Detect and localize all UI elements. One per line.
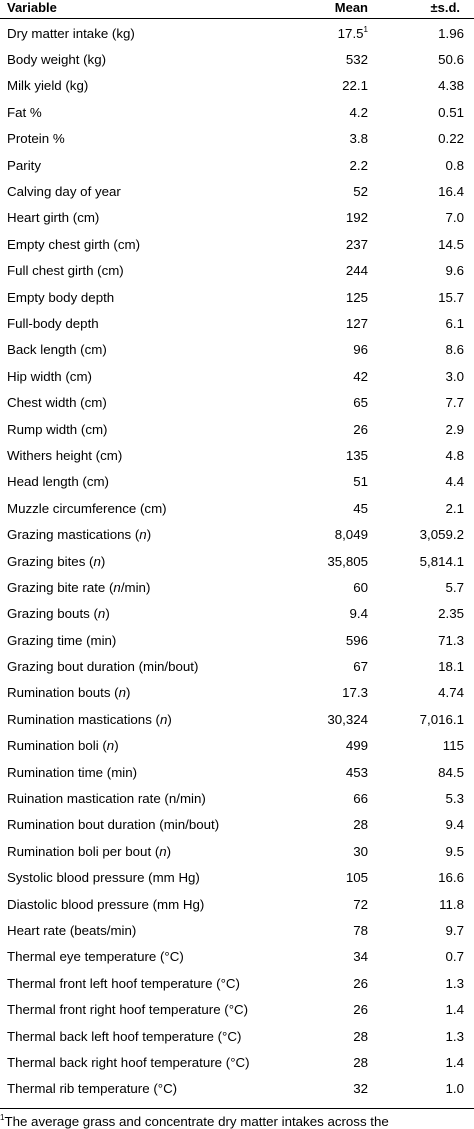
variable-label: Dry matter intake (kg) — [7, 25, 135, 41]
variable-label-italic: n — [118, 685, 127, 701]
sd-value: 9.4 — [445, 817, 464, 833]
sd-value: 7,016.1 — [419, 711, 464, 727]
mean-cell — [300, 73, 380, 99]
variable-cell — [0, 812, 300, 838]
sd-value: 1.4 — [445, 1002, 464, 1018]
table-header — [0, 0, 474, 20]
mean-cell — [300, 495, 380, 521]
sd-value: 14.5 — [438, 236, 464, 252]
footnote-marker: 1 — [0, 1114, 5, 1122]
table-row — [0, 812, 474, 838]
sd-value: 5.3 — [445, 791, 464, 807]
sd-value: 9.7 — [445, 922, 464, 938]
variable-label: Protein % — [7, 131, 65, 147]
variable-label: Muzzle circumference (cm) — [7, 500, 167, 516]
variable-cell — [0, 733, 300, 759]
mean-cell — [300, 205, 380, 231]
variable-label: Thermal back left hoof temperature (°C) — [7, 1028, 242, 1044]
table-row — [0, 601, 474, 627]
mean-cell — [300, 178, 380, 204]
sd-value: 16.6 — [438, 870, 464, 886]
mean-cell — [300, 337, 380, 363]
variable-label: Grazing bites ( — [7, 553, 94, 569]
variable-cell — [0, 20, 300, 46]
sd-value: 0.7 — [445, 949, 464, 965]
sd-value: 0.22 — [438, 131, 464, 147]
mean-value: 105 — [345, 870, 368, 886]
sd-value: 3.0 — [445, 368, 464, 384]
variable-cell — [0, 310, 300, 336]
variable-label: Back length (cm) — [7, 342, 107, 358]
variable-label-suffix: ) — [114, 738, 119, 754]
variable-label: Empty chest girth (cm) — [7, 236, 140, 252]
variable-label: Hip width (cm) — [7, 368, 92, 384]
mean-value: 30,324 — [327, 711, 368, 727]
variable-cell — [0, 521, 300, 547]
table-row — [0, 363, 474, 389]
mean-value: 34 — [353, 949, 368, 965]
table-row — [0, 759, 474, 785]
sd-value: 4.38 — [438, 78, 464, 94]
variable-cell — [0, 759, 300, 785]
sd-value: 2.1 — [445, 500, 464, 516]
variable-label: Heart rate (beats/min) — [7, 922, 137, 938]
variable-cell — [0, 601, 300, 627]
variable-label: Head length (cm) — [7, 474, 109, 490]
mean-value: 26 — [353, 421, 368, 437]
sd-value: 2.9 — [445, 421, 464, 437]
mean-cell — [300, 152, 380, 178]
variable-label: Heart girth (cm) — [7, 210, 100, 226]
variable-label-suffix: ) — [146, 527, 152, 543]
mean-cell — [300, 733, 380, 759]
variable-label: Rumination boli per bout ( — [7, 843, 160, 859]
variable-label: Full chest girth (cm) — [7, 263, 124, 279]
mean-cell — [300, 653, 380, 679]
variable-cell — [0, 574, 300, 600]
mean-value: 127 — [345, 315, 368, 331]
mean-value: 4.2 — [349, 104, 368, 120]
sd-value: 6.1 — [445, 315, 464, 331]
variable-label: Full-body depth — [7, 315, 99, 331]
table-row — [0, 733, 474, 759]
variable-cell — [0, 126, 300, 152]
variable-cell — [0, 627, 300, 653]
mean-cell — [300, 759, 380, 785]
variable-label: Rumination bout duration (min/bout) — [7, 817, 220, 833]
sd-value: 115 — [442, 738, 464, 754]
mean-cell — [300, 46, 380, 72]
table-row — [0, 838, 474, 864]
mean-cell — [300, 944, 380, 970]
table-row — [0, 416, 474, 442]
mean-cell — [300, 838, 380, 864]
variable-label: Rump width (cm) — [7, 421, 108, 437]
table-row — [0, 495, 474, 521]
variable-cell — [0, 178, 300, 204]
mean-cell — [300, 99, 380, 125]
variable-cell — [0, 944, 300, 970]
mean-cell — [300, 416, 380, 442]
sd-value: 8.6 — [445, 342, 464, 358]
sd-value: 7.0 — [445, 210, 464, 226]
footnote-text: The average grass and concentrate dry matter intakes across the — [4, 1114, 389, 1129]
mean-cell — [300, 706, 380, 732]
mean-value: 32 — [353, 1081, 368, 1097]
sd-value: 2.35 — [438, 606, 464, 622]
variable-cell — [0, 416, 300, 442]
mean-value: 532 — [345, 52, 368, 68]
variable-label-italic: n — [159, 843, 167, 859]
mean-value: 66 — [353, 791, 368, 807]
variable-label-italic: n — [113, 579, 121, 595]
mean-cell — [300, 20, 380, 46]
table-row — [0, 917, 474, 943]
table-row — [0, 99, 474, 125]
table-bottom-rule — [0, 1108, 474, 1109]
variable-label-suffix: /min) — [120, 579, 151, 595]
mean-value: 453 — [345, 764, 368, 780]
header-mean: Mean — [334, 0, 368, 15]
variable-label: Empty body depth — [7, 289, 115, 305]
variable-cell — [0, 73, 300, 99]
variable-cell — [0, 363, 300, 389]
mean-value: 51 — [353, 474, 368, 490]
mean-value: 192 — [345, 210, 368, 226]
sd-value: 0.51 — [438, 104, 464, 120]
table-footnote — [0, 1114, 474, 1129]
mean-value: 65 — [353, 395, 368, 411]
mean-cell — [300, 601, 380, 627]
mean-cell — [300, 363, 380, 389]
variable-cell — [0, 337, 300, 363]
mean-value: 28 — [353, 1028, 368, 1044]
variable-label-italic: n — [93, 553, 101, 569]
variable-cell — [0, 258, 300, 284]
mean-value: 17.5 — [337, 25, 364, 41]
variable-label-italic: n — [106, 738, 115, 754]
variable-label: Grazing bouts ( — [7, 606, 98, 622]
header-sd: ±s.d. — [430, 0, 460, 15]
sd-value: 9.6 — [445, 263, 464, 279]
mean-value: 28 — [353, 817, 368, 833]
sd-value: 4.4 — [445, 474, 464, 490]
table-row — [0, 389, 474, 415]
variable-label: Rumination boli ( — [7, 738, 107, 754]
table-row — [0, 944, 474, 970]
variable-label: Withers height (cm) — [7, 447, 123, 463]
table-row — [0, 785, 474, 811]
table-row — [0, 310, 474, 336]
variable-label: Body weight (kg) — [7, 52, 107, 68]
table-row — [0, 337, 474, 363]
sd-value: 84.5 — [438, 764, 464, 780]
table-row — [0, 627, 474, 653]
table-row — [0, 891, 474, 917]
sd-value: 1.3 — [445, 1028, 464, 1044]
mean-cell — [300, 680, 380, 706]
sd-value: 9.5 — [445, 843, 464, 859]
table-row — [0, 574, 474, 600]
table-row — [0, 521, 474, 547]
variable-cell — [0, 99, 300, 125]
table-row — [0, 469, 474, 495]
mean-value: 125 — [345, 289, 368, 305]
variable-label: Calving day of year — [7, 184, 121, 200]
variable-label: Grazing mastications ( — [7, 527, 140, 543]
variable-label-italic: n — [97, 606, 106, 622]
mean-cell — [300, 1076, 380, 1102]
mean-value: 78 — [353, 922, 368, 938]
variable-cell — [0, 284, 300, 310]
sd-value: 4.8 — [445, 447, 464, 463]
mean-value: 9.4 — [349, 606, 368, 622]
sd-value: 5.7 — [445, 579, 464, 595]
mean-cell — [300, 231, 380, 257]
mean-value: 67 — [353, 659, 368, 675]
sd-value: 1.96 — [438, 25, 464, 41]
mean-value: 244 — [345, 263, 368, 279]
table-row — [0, 1023, 474, 1049]
variable-label: Ruination mastication rate (n/min) — [7, 791, 206, 807]
variable-cell — [0, 996, 300, 1022]
sd-value: 16.4 — [438, 184, 464, 200]
mean-cell — [300, 548, 380, 574]
table-row — [0, 205, 474, 231]
table-row — [0, 178, 474, 204]
sd-value: 7.7 — [445, 395, 464, 411]
variable-cell — [0, 46, 300, 72]
variable-cell — [0, 231, 300, 257]
sd-value: 18.1 — [438, 659, 464, 675]
mean-value: 28 — [353, 1054, 368, 1070]
mean-cell — [300, 310, 380, 336]
variable-cell — [0, 205, 300, 231]
header-row — [0, 0, 474, 20]
mean-cell — [300, 442, 380, 468]
mean-value: 2.2 — [349, 157, 368, 173]
table-row — [0, 865, 474, 891]
mean-value: 72 — [353, 896, 368, 912]
variable-label-suffix: ) — [167, 711, 172, 727]
variable-label: Grazing time (min) — [7, 632, 117, 648]
table-row — [0, 231, 474, 257]
header-variable: Variable — [7, 0, 57, 15]
table-row — [0, 20, 474, 46]
variable-cell — [0, 1049, 300, 1075]
table-row — [0, 653, 474, 679]
variable-cell — [0, 152, 300, 178]
sd-value: 50.6 — [438, 52, 464, 68]
variable-cell — [0, 548, 300, 574]
table-row — [0, 1076, 474, 1102]
variable-label: Parity — [7, 157, 41, 173]
sd-value: 1.0 — [445, 1081, 464, 1097]
variable-cell — [0, 785, 300, 811]
sd-value: 0.8 — [445, 157, 464, 173]
table-row — [0, 442, 474, 468]
sd-value: 11.8 — [439, 896, 464, 912]
table-row — [0, 258, 474, 284]
variable-label: Rumination bouts ( — [7, 685, 119, 701]
variable-cell — [0, 653, 300, 679]
variable-cell — [0, 495, 300, 521]
mean-cell — [300, 1023, 380, 1049]
variable-cell — [0, 891, 300, 917]
mean-value: 35,805 — [327, 553, 368, 569]
mean-value: 42 — [353, 368, 368, 384]
mean-value: 26 — [353, 975, 368, 991]
variable-label-suffix: ) — [166, 843, 172, 859]
variable-cell — [0, 865, 300, 891]
mean-value: 26 — [353, 1002, 368, 1018]
mean-value: 22.1 — [342, 78, 368, 94]
table-row — [0, 152, 474, 178]
variable-label: Diastolic blood pressure (mm Hg) — [7, 896, 205, 912]
table-row — [0, 46, 474, 72]
variable-cell — [0, 680, 300, 706]
sd-value: 5,814.1 — [419, 553, 464, 569]
mean-value: 596 — [345, 632, 368, 648]
variable-cell — [0, 389, 300, 415]
mean-value: 8,049 — [334, 527, 368, 543]
mean-cell — [300, 469, 380, 495]
mean-value: 237 — [345, 236, 368, 252]
mean-value: 96 — [353, 342, 368, 358]
variable-label-suffix: ) — [105, 606, 110, 622]
variable-label-italic: n — [159, 711, 168, 727]
variable-label: Grazing bite rate ( — [7, 579, 114, 595]
table-row — [0, 996, 474, 1022]
variable-cell — [0, 469, 300, 495]
mean-value: 60 — [353, 579, 368, 595]
table-row — [0, 126, 474, 152]
mean-cell — [300, 284, 380, 310]
mean-cell — [300, 812, 380, 838]
table-row — [0, 284, 474, 310]
mean-cell — [300, 389, 380, 415]
variable-label: Milk yield (kg) — [7, 78, 89, 94]
variable-label: Systolic blood pressure (mm Hg) — [7, 870, 200, 886]
variable-label: Thermal front left hoof temperature (°C) — [7, 975, 240, 991]
table-row — [0, 73, 474, 99]
mean-value: 499 — [345, 738, 368, 754]
variable-label: Fat % — [7, 104, 42, 120]
table-row — [0, 548, 474, 574]
mean-cell — [300, 126, 380, 152]
variable-label: Rumination mastications ( — [7, 711, 160, 727]
table-row — [0, 970, 474, 996]
variable-label: Chest width (cm) — [7, 395, 107, 411]
variable-label: Grazing bout duration (min/bout) — [7, 659, 199, 675]
variable-cell — [0, 1023, 300, 1049]
mean-cell — [300, 970, 380, 996]
variable-label-suffix: ) — [126, 685, 131, 701]
sd-value: 15.7 — [438, 289, 464, 305]
variable-cell — [0, 970, 300, 996]
variable-cell — [0, 838, 300, 864]
mean-value: 17.3 — [342, 685, 368, 701]
variable-label-italic: n — [139, 527, 147, 543]
variable-label: Thermal rib temperature (°C) — [7, 1081, 178, 1097]
variable-label: Thermal back right hoof temperature (°C) — [7, 1054, 250, 1070]
variable-label: Rumination time (min) — [7, 764, 138, 780]
mean-footnote-marker: 1 — [363, 24, 368, 34]
mean-value: 52 — [353, 184, 368, 200]
mean-value: 30 — [353, 843, 368, 859]
mean-cell — [300, 891, 380, 917]
mean-cell — [300, 917, 380, 943]
mean-cell — [300, 865, 380, 891]
mean-cell — [300, 1049, 380, 1075]
sd-value: 71.3 — [438, 632, 464, 648]
sd-value: 1.3 — [445, 975, 464, 991]
variable-label-suffix: ) — [100, 553, 106, 569]
mean-cell — [300, 521, 380, 547]
variable-cell — [0, 1076, 300, 1102]
table-row — [0, 706, 474, 732]
sd-value: 3,059.2 — [419, 527, 464, 543]
mean-cell — [300, 574, 380, 600]
sd-value: 4.74 — [438, 685, 464, 701]
mean-cell — [300, 996, 380, 1022]
variable-label: Thermal front right hoof temperature (°C) — [7, 1002, 249, 1018]
mean-value: 3.8 — [349, 131, 368, 147]
variable-label: Thermal eye temperature (°C) — [7, 949, 184, 965]
mean-cell — [300, 627, 380, 653]
sd-value: 1.4 — [445, 1054, 464, 1070]
variable-cell — [0, 917, 300, 943]
variable-cell — [0, 442, 300, 468]
mean-cell — [300, 785, 380, 811]
mean-cell — [300, 258, 380, 284]
mean-value: 135 — [345, 447, 368, 463]
mean-value: 45 — [353, 500, 368, 516]
variable-cell — [0, 706, 300, 732]
table-body — [0, 20, 474, 1102]
table-row — [0, 680, 474, 706]
table-row — [0, 1049, 474, 1075]
header-rule — [0, 18, 474, 19]
